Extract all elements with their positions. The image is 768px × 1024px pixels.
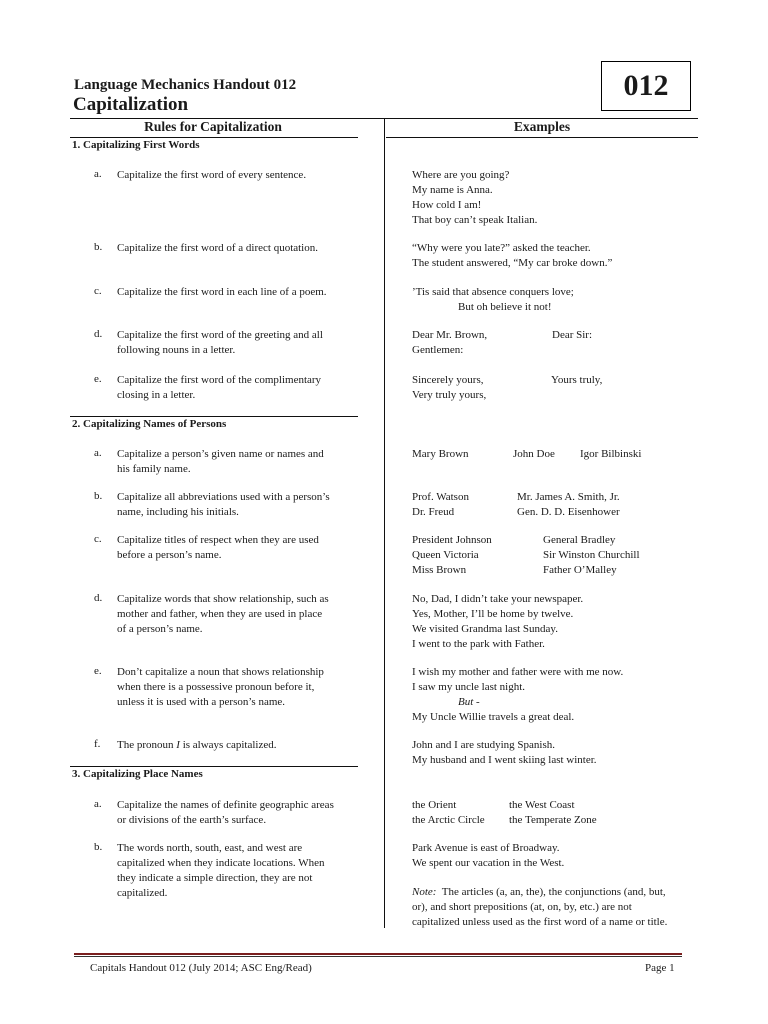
example-line: the West Coast bbox=[509, 799, 575, 811]
example-line: President Johnson bbox=[412, 534, 492, 546]
rule-text: Capitalize the first word of the greeting and all following nouns in a letter. bbox=[117, 329, 323, 356]
example-line: We visited Grandma last Sunday. bbox=[412, 623, 558, 635]
example-line: My name is Anna. bbox=[412, 184, 493, 196]
example-line: I wish my mother and father were with me now. bbox=[412, 666, 624, 678]
note-block: Note: The articles (a, an, the), the conjunctions (and, but, or), and short prepositions (at, on, by, etc.) are not capitalized unless used as the first word of a name or title. bbox=[412, 886, 668, 928]
example-line: General Bradley bbox=[543, 534, 616, 546]
rule-letter: a. bbox=[94, 798, 102, 810]
example-block bbox=[412, 285, 574, 315]
rule-letter: b. bbox=[94, 490, 103, 502]
rule-text: Capitalize the first word in each line of a poem. bbox=[117, 286, 327, 298]
rule-letter: e. bbox=[94, 665, 102, 677]
rule-text: Capitalize the first word of a direct quotation. bbox=[117, 242, 318, 254]
section-rule bbox=[70, 416, 358, 417]
example-line: The student answered, “My car broke down.” bbox=[412, 257, 613, 269]
rule-letter: e. bbox=[94, 373, 102, 385]
section-rule bbox=[70, 766, 358, 767]
example-line: Mary Brown bbox=[412, 448, 469, 460]
example-line: How cold I am! bbox=[412, 199, 482, 211]
example-line: Sincerely yours, bbox=[412, 374, 484, 386]
handout-subtitle: Language Mechanics Handout 012 bbox=[74, 77, 297, 93]
page-number: Page 1 bbox=[645, 962, 675, 974]
rule-text: Capitalize a person’s given name or names and his family name. bbox=[117, 448, 324, 475]
example-line: But - bbox=[458, 696, 480, 708]
rule-letter: d. bbox=[94, 592, 103, 604]
example-line: Park Avenue is east of Broadway. bbox=[412, 842, 560, 854]
rule-letter: d. bbox=[94, 328, 103, 340]
example-line: Dear Sir: bbox=[552, 329, 593, 341]
section-heading: 3. Capitalizing Place Names bbox=[72, 768, 203, 780]
example-line: the Temperate Zone bbox=[509, 814, 597, 826]
rule-letter: b. bbox=[94, 841, 103, 853]
example-line: the Orient bbox=[412, 799, 457, 811]
emphasis: I bbox=[176, 739, 180, 751]
rule-text: The words north, south, east, and west are capitalized when they indicate locations. When they indicate a simple direction, they are not capitalized. bbox=[117, 842, 325, 899]
rule-letter: c. bbox=[94, 285, 102, 297]
example-line: Yes, Mother, I’ll be home by twelve. bbox=[412, 608, 574, 620]
rule-text: Capitalize the names of definite geographic areas or divisions of the earth’s surface. bbox=[117, 799, 334, 826]
left-header-rule bbox=[70, 137, 358, 138]
example-line: No, Dad, I didn’t take your newspaper. bbox=[412, 593, 584, 605]
example-line: Miss Brown bbox=[412, 564, 467, 576]
example-line: Igor Bilbinski bbox=[580, 448, 642, 460]
example-line: Queen Victoria bbox=[412, 549, 479, 561]
example-line: ’Tis said that absence conquers love; bbox=[412, 286, 574, 298]
page-title: Capitalization bbox=[73, 94, 189, 115]
example-line: Where are you going? bbox=[412, 169, 510, 181]
example-block bbox=[412, 168, 537, 228]
rule-text: Capitalize the first word of the complimentary closing in a letter. bbox=[117, 374, 322, 401]
footer-rule bbox=[74, 956, 682, 957]
example-line: I went to the park with Father. bbox=[412, 638, 545, 650]
example-line: My husband and I went skiing last winter. bbox=[412, 754, 597, 766]
section-heading: 2. Capitalizing Names of Persons bbox=[72, 418, 227, 430]
example-line: Yours truly, bbox=[551, 374, 603, 386]
note-label: Note: bbox=[412, 886, 437, 898]
rule-letter: a. bbox=[94, 168, 102, 180]
example-line: Gen. D. D. Eisenhower bbox=[517, 506, 620, 518]
example-block bbox=[412, 592, 583, 652]
example-line: John and I are studying Spanish. bbox=[412, 739, 555, 751]
rule-letter: c. bbox=[94, 533, 102, 545]
footer-citation: Capitals Handout 012 (July 2014; ASC Eng/Read) bbox=[90, 962, 312, 974]
rule-text: Capitalize titles of respect when they are used before a person’s name. bbox=[117, 534, 319, 561]
example-line: That boy can’t speak Italian. bbox=[412, 214, 538, 226]
example-line: John Doe bbox=[513, 448, 555, 460]
rule-text: Capitalize the first word of every sentence. bbox=[117, 169, 307, 181]
example-block bbox=[412, 841, 564, 871]
rule-letter: b. bbox=[94, 241, 103, 253]
column-divider bbox=[384, 118, 385, 928]
example-line: But oh believe it not! bbox=[458, 301, 552, 313]
example-line: Sir Winston Churchill bbox=[543, 549, 640, 561]
example-line: Father O’Malley bbox=[543, 564, 617, 576]
example-block bbox=[412, 738, 597, 768]
example-line: Mr. James A. Smith, Jr. bbox=[517, 491, 620, 503]
footer-rule bbox=[74, 953, 682, 955]
rule-text: The pronoun I is always capitalized. bbox=[117, 739, 277, 751]
example-block bbox=[412, 241, 612, 271]
example-line: Very truly yours, bbox=[412, 389, 487, 401]
example-line: “Why were you late?” asked the teacher. bbox=[412, 242, 591, 254]
example-line: Dr. Freud bbox=[412, 506, 455, 518]
example-line: We spent our vacation in the West. bbox=[412, 857, 565, 869]
rule-letter: a. bbox=[94, 447, 102, 459]
example-line: Gentlemen: bbox=[412, 344, 464, 356]
section-heading: 1. Capitalizing First Words bbox=[72, 139, 200, 151]
example-line: My Uncle Willie travels a great deal. bbox=[412, 711, 575, 723]
rule-letter: f. bbox=[94, 738, 101, 750]
example-line: the Arctic Circle bbox=[412, 814, 485, 826]
column-header-rules: Rules for Capitalization bbox=[144, 119, 282, 134]
rule-text: Capitalize words that show relationship, such as mother and father, when they are used in place of a person’s name. bbox=[117, 593, 329, 635]
column-header-examples: Examples bbox=[513, 119, 571, 134]
example-line: Dear Mr. Brown, bbox=[412, 329, 488, 341]
rule-text: Don’t capitalize a noun that shows relationship when there is a possessive pronoun before it, unless it is used with a person’s name. bbox=[117, 666, 324, 708]
rule-text: Capitalize all abbreviations used with a person’s name, including his initials. bbox=[117, 491, 330, 518]
example-line: I saw my uncle last night. bbox=[412, 681, 526, 693]
right-header-rule bbox=[386, 137, 698, 138]
example-line: Prof. Watson bbox=[412, 491, 469, 503]
handout-number-badge: 012 bbox=[601, 61, 691, 111]
example-block bbox=[412, 665, 623, 725]
